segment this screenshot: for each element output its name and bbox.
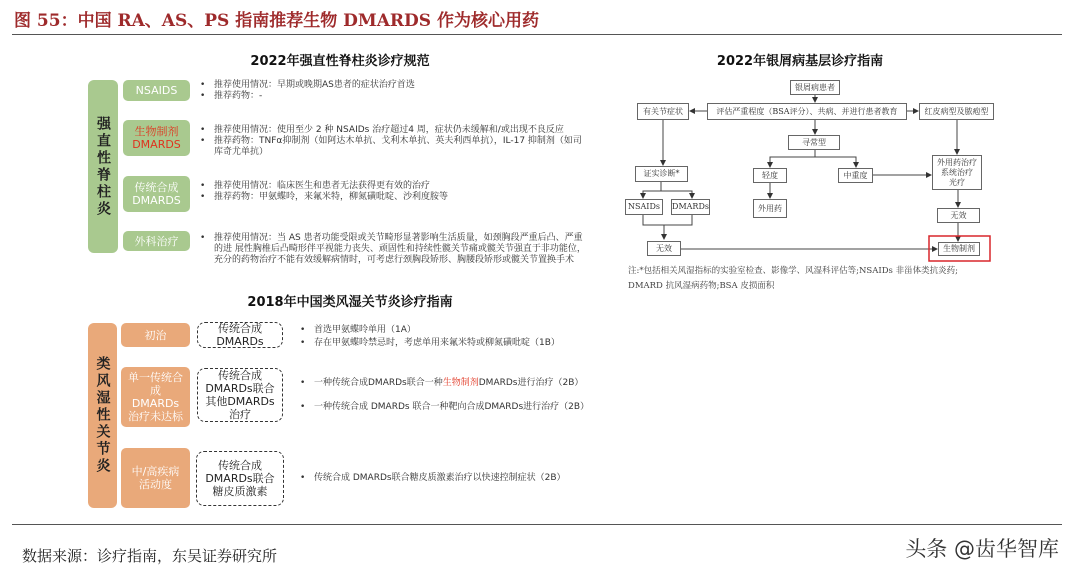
bullet: • 推荐药物：- bbox=[200, 91, 590, 102]
node-topical: 外用药 bbox=[753, 199, 787, 218]
node-ineffective-left: 无效 bbox=[647, 241, 681, 256]
node-patient: 银屑病患者 bbox=[790, 80, 840, 95]
ra-title: 2018年中国类风湿关节炎诊疗指南 bbox=[247, 295, 453, 310]
ps-note-line1: 注:*包括相关风湿指标的实验室检查、影像学、风湿科评估等;NSAIDs 非甾体类抗炎药; bbox=[628, 266, 958, 276]
as-surgery-label: 外科治疗 bbox=[123, 231, 190, 251]
text: DMARDs进行治疗（2B） bbox=[478, 378, 584, 388]
bullet: • 推荐药物：甲氨蝶呤，来氟米特，柳氮磺吡啶、沙利度胺等 bbox=[200, 192, 590, 203]
ps-title: 2022年银屑病基层诊疗指南 bbox=[716, 54, 884, 69]
bullet: • 存在甲氨蝶呤禁忌时，考虑单用来氟米特或柳氮磺吡啶（1B） bbox=[300, 338, 640, 349]
as-category-label: 强直性脊柱炎 bbox=[88, 80, 118, 253]
ra-high-activity-drug: 传统合成DMARDs联合糖皮质激素 bbox=[196, 451, 284, 506]
ps-note-line2: DMARD 抗风湿病药物;BSA 皮损面积 bbox=[628, 281, 775, 291]
ra-inadequate-label: 单一传统合成DMARDs治疗未达标 bbox=[121, 367, 190, 427]
node-systemic: 外用药治疗 系统治疗 光疗 bbox=[932, 155, 982, 190]
node-erythrodermic: 红皮病型及脓疱型 bbox=[919, 103, 994, 120]
as-title: 2022年强直性脊柱炎诊疗规范 bbox=[250, 54, 430, 69]
node-nsaids: NSAIDs bbox=[625, 199, 663, 215]
bullet: • 推荐使用情况：当 AS 患者功能受限或关节畸形显著影响生活质量，如颈胸段严重后凸、严重的进 展性胸椎后凸畸形伴平视能力丧失、顽固性和持续性髋关节痛或髋关节强直于非功能位，充分的药物治疗不能有效缓解病情时，可考虑行颈胸段矫形、胸腰段矫形或髋关节置换手术 bbox=[200, 233, 590, 266]
node-biologic: 生物制剂 bbox=[938, 242, 980, 256]
node-assess: 评估严重程度（BSA评分）、共病、并进行患者教育 bbox=[707, 103, 907, 120]
highlight-text: 生物制剂 bbox=[442, 378, 479, 388]
label-line: 生物制剂 bbox=[134, 125, 179, 138]
text: 一种传统合成DMARDs联合一种 bbox=[314, 378, 443, 388]
source-note: 数据来源：诊疗指南，东吴证券研究所 bbox=[22, 547, 278, 565]
bullet: • 一种传统合成 DMARDs 联合一种靶向合成DMARDs进行治疗（2B） bbox=[300, 402, 640, 413]
node-mild: 轻度 bbox=[753, 168, 787, 183]
ra-initial-label: 初治 bbox=[121, 323, 190, 347]
node-moderate-severe: 中重度 bbox=[838, 168, 873, 183]
figure-title: 图 55：中国 RA、AS、PS 指南推荐生物 DMARDS 作为核心用药 bbox=[14, 11, 539, 31]
ra-category-label: 类风湿性关节炎 bbox=[88, 323, 117, 508]
bottom-divider bbox=[12, 524, 1062, 525]
label-line: DMARDS bbox=[132, 138, 181, 151]
node-vulgaris: 寻常型 bbox=[788, 135, 840, 150]
node-ineffective-right: 无效 bbox=[937, 208, 980, 223]
bullet: • 传统合成 DMARDs联合糖皮质激素治疗以快速控制症状（2B） bbox=[300, 473, 640, 484]
ra-initial-drug: 传统合成DMARDs bbox=[197, 322, 283, 348]
ra-high-activity-label: 中/高疾病活动度 bbox=[121, 448, 190, 508]
label-line: DMARDS bbox=[132, 194, 181, 207]
node-joint-symptoms: 有关节症状 bbox=[637, 103, 689, 120]
node-dmards: DMARDs bbox=[671, 199, 710, 215]
watermark: 头条 @齿华智库 bbox=[905, 537, 1059, 561]
bullet: • 推荐药物：TNFα抑制剂（如阿达木单抗、戈利木单抗、英夫利西单抗），IL-17 抑制剂（如司库奇尤单抗） bbox=[200, 136, 590, 158]
node-confirm: 证实诊断* bbox=[635, 166, 688, 182]
bullet: • 首选甲氨蝶呤单用（1A） bbox=[300, 325, 640, 336]
label-line: 传统合成 bbox=[134, 181, 179, 194]
as-nsaids-label: NSAIDS bbox=[123, 80, 190, 101]
ra-inadequate-drug: 传统合成DMARDs联合其他DMARDs治疗 bbox=[197, 368, 283, 422]
bullet: • 推荐使用情况：使用至少 2 种 NSAIDs 治疗超过4 周，症状仍未缓解和/或出现不良反应 bbox=[200, 125, 590, 136]
bullet: • 推荐使用情况：临床医生和患者无法获得更有效的治疗 bbox=[200, 181, 590, 192]
bullet: • 推荐使用情况：早期或晚期AS患者的症状治疗首选 bbox=[200, 80, 590, 91]
